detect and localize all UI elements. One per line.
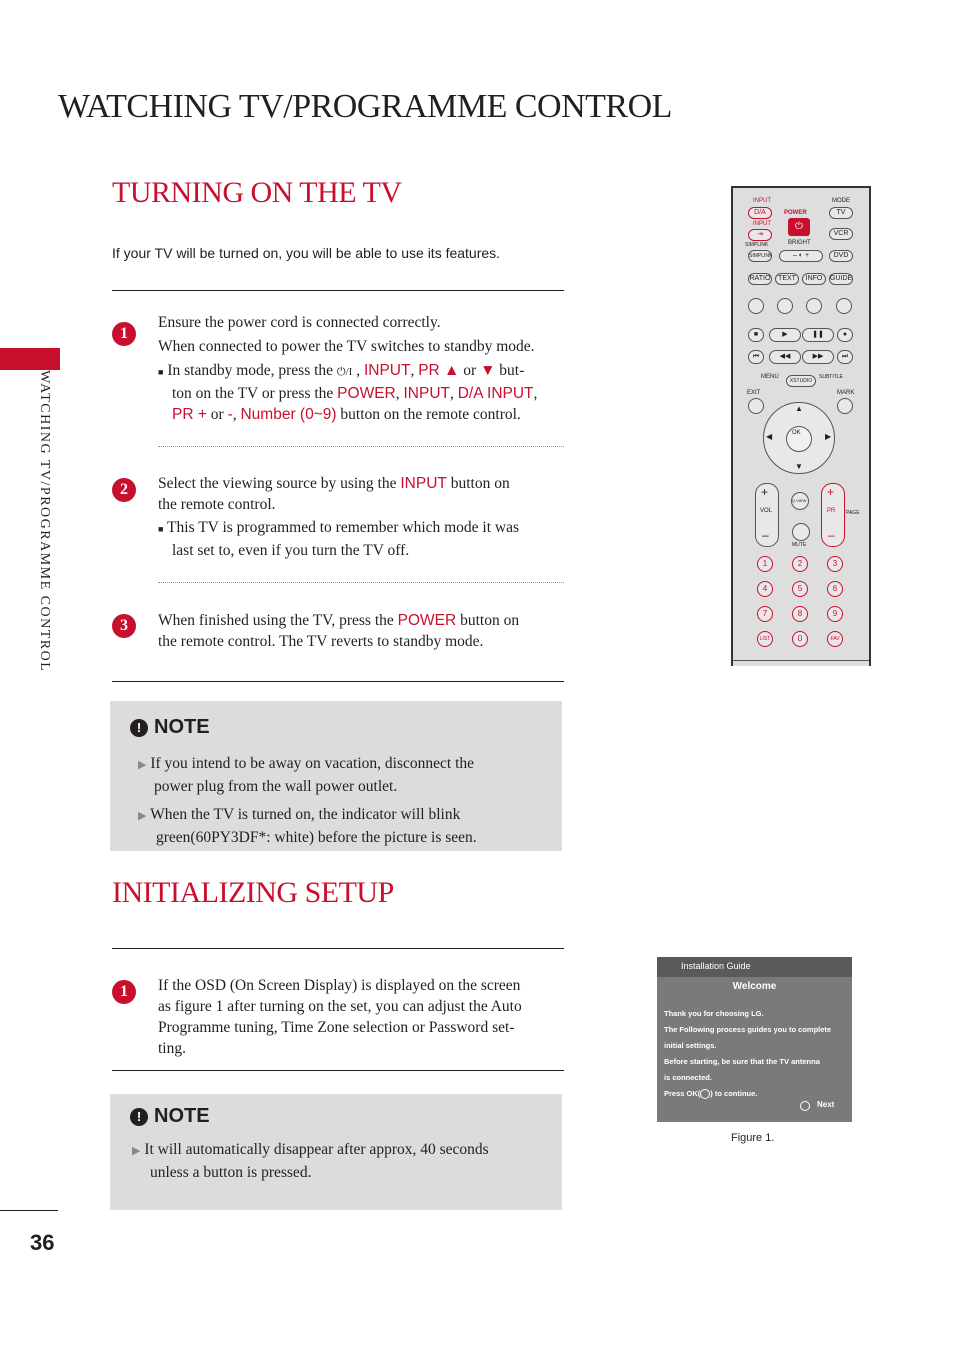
tv-button[interactable]: TV xyxy=(829,207,853,219)
key-pr-plus: PR + xyxy=(172,406,207,423)
remote-control: INPUT D/A INPUT ⇥ POWER ⏻ MODE TV SIMPLINK BRIGHT VCR SIMPLINK – ◐ + DVD RATIO TEXT INFO GUIDE ■ ▶ ❚❚ ● ⏮ ◀◀ ▶▶ ⏭ MENU XSTUDIO SUBTITLE EXIT MARK ▲ ▼ ◀ ▶ OK + – VOL Q.VIEW + – PR PAGE MUTE 1 2 3 4 5 6 7 8 9 LIST 0 FAV xyxy=(731,186,871,666)
color-button[interactable] xyxy=(836,298,852,314)
note-box xyxy=(110,1094,562,1210)
number-button[interactable]: 0 xyxy=(792,631,808,647)
key-da-input: D/A INPUT xyxy=(457,385,534,402)
step-2-text: Select the viewing source by using the INPUT button on the remote control. ■ This TV is programmed to remember which mode it was last set to, even if you turn the TV off. xyxy=(158,475,520,559)
dvd-button[interactable]: DVD xyxy=(829,250,853,262)
side-tab-label: WATCHING TV/PROGRAMME CONTROL xyxy=(37,370,52,673)
ok-icon xyxy=(800,1101,810,1111)
number-button[interactable]: 7 xyxy=(757,606,773,622)
stop-button[interactable]: ■ xyxy=(748,328,764,342)
down-arrow-icon: ▼ xyxy=(795,462,803,471)
figure-caption: Figure 1. xyxy=(731,1132,775,1144)
color-button[interactable] xyxy=(777,298,793,314)
step-number: 3 xyxy=(112,614,136,638)
key-input: INPUT xyxy=(403,385,450,402)
ratio-button[interactable]: RATIO xyxy=(748,273,772,285)
key-input: INPUT xyxy=(363,362,411,379)
osd-installation-guide xyxy=(657,957,852,1122)
section-title-turning-on: TURNING ON THE TV xyxy=(112,176,402,209)
text-button[interactable]: TEXT xyxy=(775,273,799,285)
section-title-initializing: INITIALIZING SETUP xyxy=(112,876,394,909)
number-button[interactable]: 4 xyxy=(757,581,773,597)
step-number: 2 xyxy=(112,478,136,502)
exit-button[interactable] xyxy=(748,398,764,414)
step-1-text: Ensure the power cord is connected correctly. When connected to power the TV switches to standby mode. ■ In standby mode, press the ⏻/I , INPUT, PR ▲ or ▼ but- ton on the TV or press the POWER, INPUT, D/A INPUT, PR + or -, Number (0~9) button on the remote control. xyxy=(158,314,538,423)
power-button[interactable]: ⏻ xyxy=(788,218,810,236)
page-header-title: WATCHING TV/PROGRAMME CONTROL xyxy=(58,88,672,125)
number-button[interactable]: 3 xyxy=(827,556,843,572)
key-power: POWER xyxy=(397,612,457,629)
xstudio-button[interactable]: XSTUDIO xyxy=(786,375,816,387)
step-3-text: When finished using the TV, press the POWER button on the remote control. The TV reverts to standby mode. xyxy=(158,612,520,650)
exclamation-icon: ! xyxy=(130,1108,148,1126)
key-minus: - xyxy=(227,406,233,423)
note-title: NOTE xyxy=(154,716,210,738)
side-tab-marker xyxy=(0,348,60,370)
vcr-button[interactable]: VCR xyxy=(829,228,853,240)
forward-button[interactable]: ▶▶ xyxy=(802,350,834,364)
osd-title-bar: Installation Guide xyxy=(657,957,852,977)
left-arrow-icon: ◀ xyxy=(766,432,773,441)
mark-button[interactable] xyxy=(837,398,853,414)
triangle-bullet-icon: ▶ xyxy=(138,759,147,771)
osd-next[interactable]: Next xyxy=(817,1100,835,1109)
divider xyxy=(112,1070,564,1071)
page-number: 36 xyxy=(30,1230,55,1255)
divider xyxy=(112,290,564,291)
remote-bottom-edge xyxy=(733,660,869,667)
rewind-button[interactable]: ◀◀ xyxy=(769,350,801,364)
number-button[interactable]: 9 xyxy=(827,606,843,622)
color-button[interactable] xyxy=(806,298,822,314)
prev-button[interactable]: ⏮ xyxy=(748,350,764,364)
divider xyxy=(112,948,564,949)
init-step-text: If the OSD (On Screen Display) is displayed on the screen as figure 1 after turning on the set, you can adjust the Auto Programme tuning, Time Zone selection or Password set- ting. xyxy=(158,977,522,1057)
list-button[interactable]: LIST xyxy=(757,631,773,647)
osd-welcome: Welcome xyxy=(732,981,777,992)
note-item: ▶ When the TV is turned on, the indicator will blink green(60PY3DF*: white) before the picture is seen. xyxy=(138,806,477,846)
note-item: ▶ It will automatically disappear after approx, 40 seconds unless a button is pressed. xyxy=(132,1141,489,1181)
dotted-divider xyxy=(158,582,564,583)
number-button[interactable]: 2 xyxy=(792,556,808,572)
mute-button[interactable] xyxy=(792,523,810,541)
page-number-rule xyxy=(0,1210,58,1211)
ok-icon xyxy=(700,1089,710,1099)
key-input: INPUT xyxy=(400,475,447,492)
key-down: ▼ xyxy=(480,362,496,379)
triangle-bullet-icon: ▶ xyxy=(138,810,147,822)
pause-button[interactable]: ❚❚ xyxy=(802,328,834,342)
play-button[interactable]: ▶ xyxy=(769,328,801,342)
brightness-control[interactable]: – ◐ + xyxy=(779,250,823,262)
osd-body: Thank you for choosing LG. The Following process guides you to complete initial settings. Before starting, be sure that the TV antenna is connected. Press OK( ) to continue. xyxy=(664,1009,832,1098)
key-number: Number (0~9) xyxy=(240,406,337,423)
number-button[interactable]: 8 xyxy=(792,606,808,622)
guide-button[interactable]: GUIDE xyxy=(829,273,853,285)
note-item: ▶ If you intend to be away on vacation, disconnect the power plug from the wall power outlet. xyxy=(138,755,475,795)
right-arrow-icon: ▶ xyxy=(825,432,832,441)
color-button[interactable] xyxy=(748,298,764,314)
number-button[interactable]: 1 xyxy=(757,556,773,572)
triangle-bullet-icon: ▶ xyxy=(132,1145,141,1157)
up-arrow-icon: ▲ xyxy=(795,404,803,413)
da-input-button[interactable]: D/A xyxy=(748,207,772,219)
key-pr-up: PR ▲ xyxy=(418,362,460,379)
simplink-button[interactable]: SIMPLINK xyxy=(748,250,772,262)
number-button[interactable]: 6 xyxy=(827,581,843,597)
step-number: 1 xyxy=(112,980,136,1004)
key-power: POWER xyxy=(337,385,396,402)
step-number: 1 xyxy=(112,322,136,346)
exclamation-icon: ! xyxy=(130,719,148,737)
note-box xyxy=(110,701,562,851)
dotted-divider xyxy=(158,446,564,447)
section-intro: If your TV will be turned on, you will be able to use its features. xyxy=(112,245,501,261)
next-button[interactable]: ⏭ xyxy=(837,350,853,364)
note-title: NOTE xyxy=(154,1105,210,1127)
divider xyxy=(112,681,564,682)
number-button[interactable]: 5 xyxy=(792,581,808,597)
record-button[interactable]: ● xyxy=(837,328,853,342)
fav-button[interactable]: FAV xyxy=(827,631,843,647)
input-button[interactable]: ⇥ xyxy=(748,229,772,241)
info-button[interactable]: INFO xyxy=(802,273,826,285)
